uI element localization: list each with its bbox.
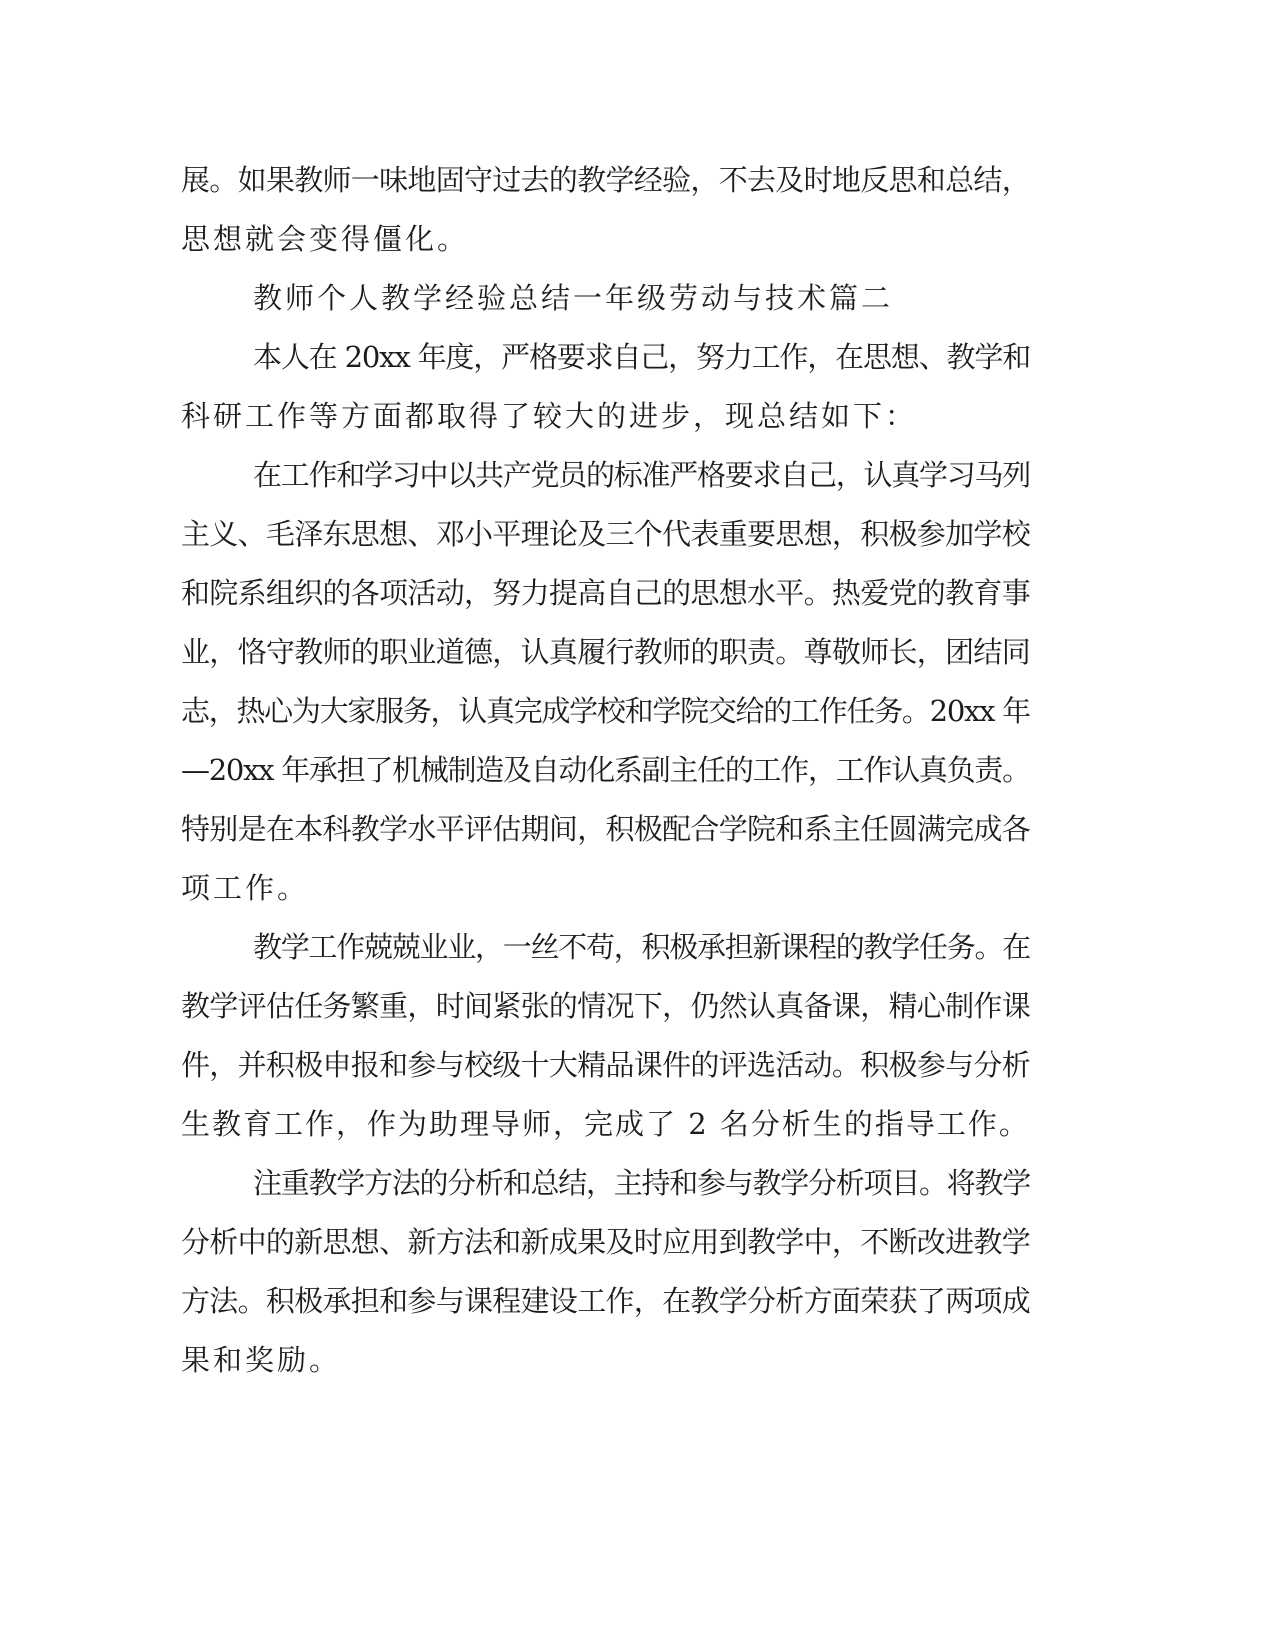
text-line: 志，热心为大家服务，认真完成学校和学院交给的工作任务。20xx 年 xyxy=(181,694,1030,728)
text-line: 项工作。 xyxy=(181,871,310,905)
text-line: 展。如果教师一味地固守过去的教学经验，不去及时地反思和总结， xyxy=(181,163,1031,197)
text-line: 教学评估任务繁重，时间紧张的情况下，仍然认真备课，精心制作课 xyxy=(181,989,1031,1023)
text-line: 分析中的新思想、新方法和新成果及时应用到教学中，不断改进教学 xyxy=(181,1225,1031,1259)
paragraph-first-line: 本人在 20xx 年度，严格要求自己，努力工作，在思想、教学和 xyxy=(253,340,1031,374)
paragraph-first-line: 在工作和学习中以共产党员的标准严格要求自己，认真学习马列 xyxy=(253,458,1031,492)
section-heading: 教师个人教学经验总结一年级劳动与技术篇二 xyxy=(253,281,894,315)
paragraph-first-line: 教学工作兢兢业业，一丝不苟，积极承担新课程的教学任务。在 xyxy=(253,930,1031,964)
text-line: 思想就会变得僵化。 xyxy=(181,222,470,256)
text-line: 方法。积极承担和参与课程建设工作，在教学分析方面荣获了两项成 xyxy=(181,1284,1031,1318)
text-line: 科研工作等方面都取得了较大的进步，现总结如下： xyxy=(181,399,918,433)
text-line: 和院系组织的各项活动，努力提高自己的思想水平。热爱党的教育事 xyxy=(181,576,1031,610)
text-line: 特别是在本科教学水平评估期间，积极配合学院和系主任圆满完成各 xyxy=(181,812,1031,846)
text-line: 主义、毛泽东思想、邓小平理论及三个代表重要思想，积极参加学校 xyxy=(181,517,1031,551)
text-line: 果和奖励。 xyxy=(181,1343,342,1377)
text-line: 生教育工作，作为助理导师，完成了 2 名分析生的指导工作。 xyxy=(181,1107,1030,1141)
paragraph-first-line: 注重教学方法的分析和总结，主持和参与教学分析项目。将教学 xyxy=(253,1166,1031,1200)
text-line: 业，恪守教师的职业道德，认真履行教师的职责。尊敬师长，团结同 xyxy=(181,635,1031,669)
text-line: —20xx 年承担了机械制造及自动化系副主任的工作，工作认真负责。 xyxy=(181,753,1030,787)
text-line: 件，并积极申报和参与校级十大精品课件的评选活动。积极参与分析 xyxy=(181,1048,1031,1082)
